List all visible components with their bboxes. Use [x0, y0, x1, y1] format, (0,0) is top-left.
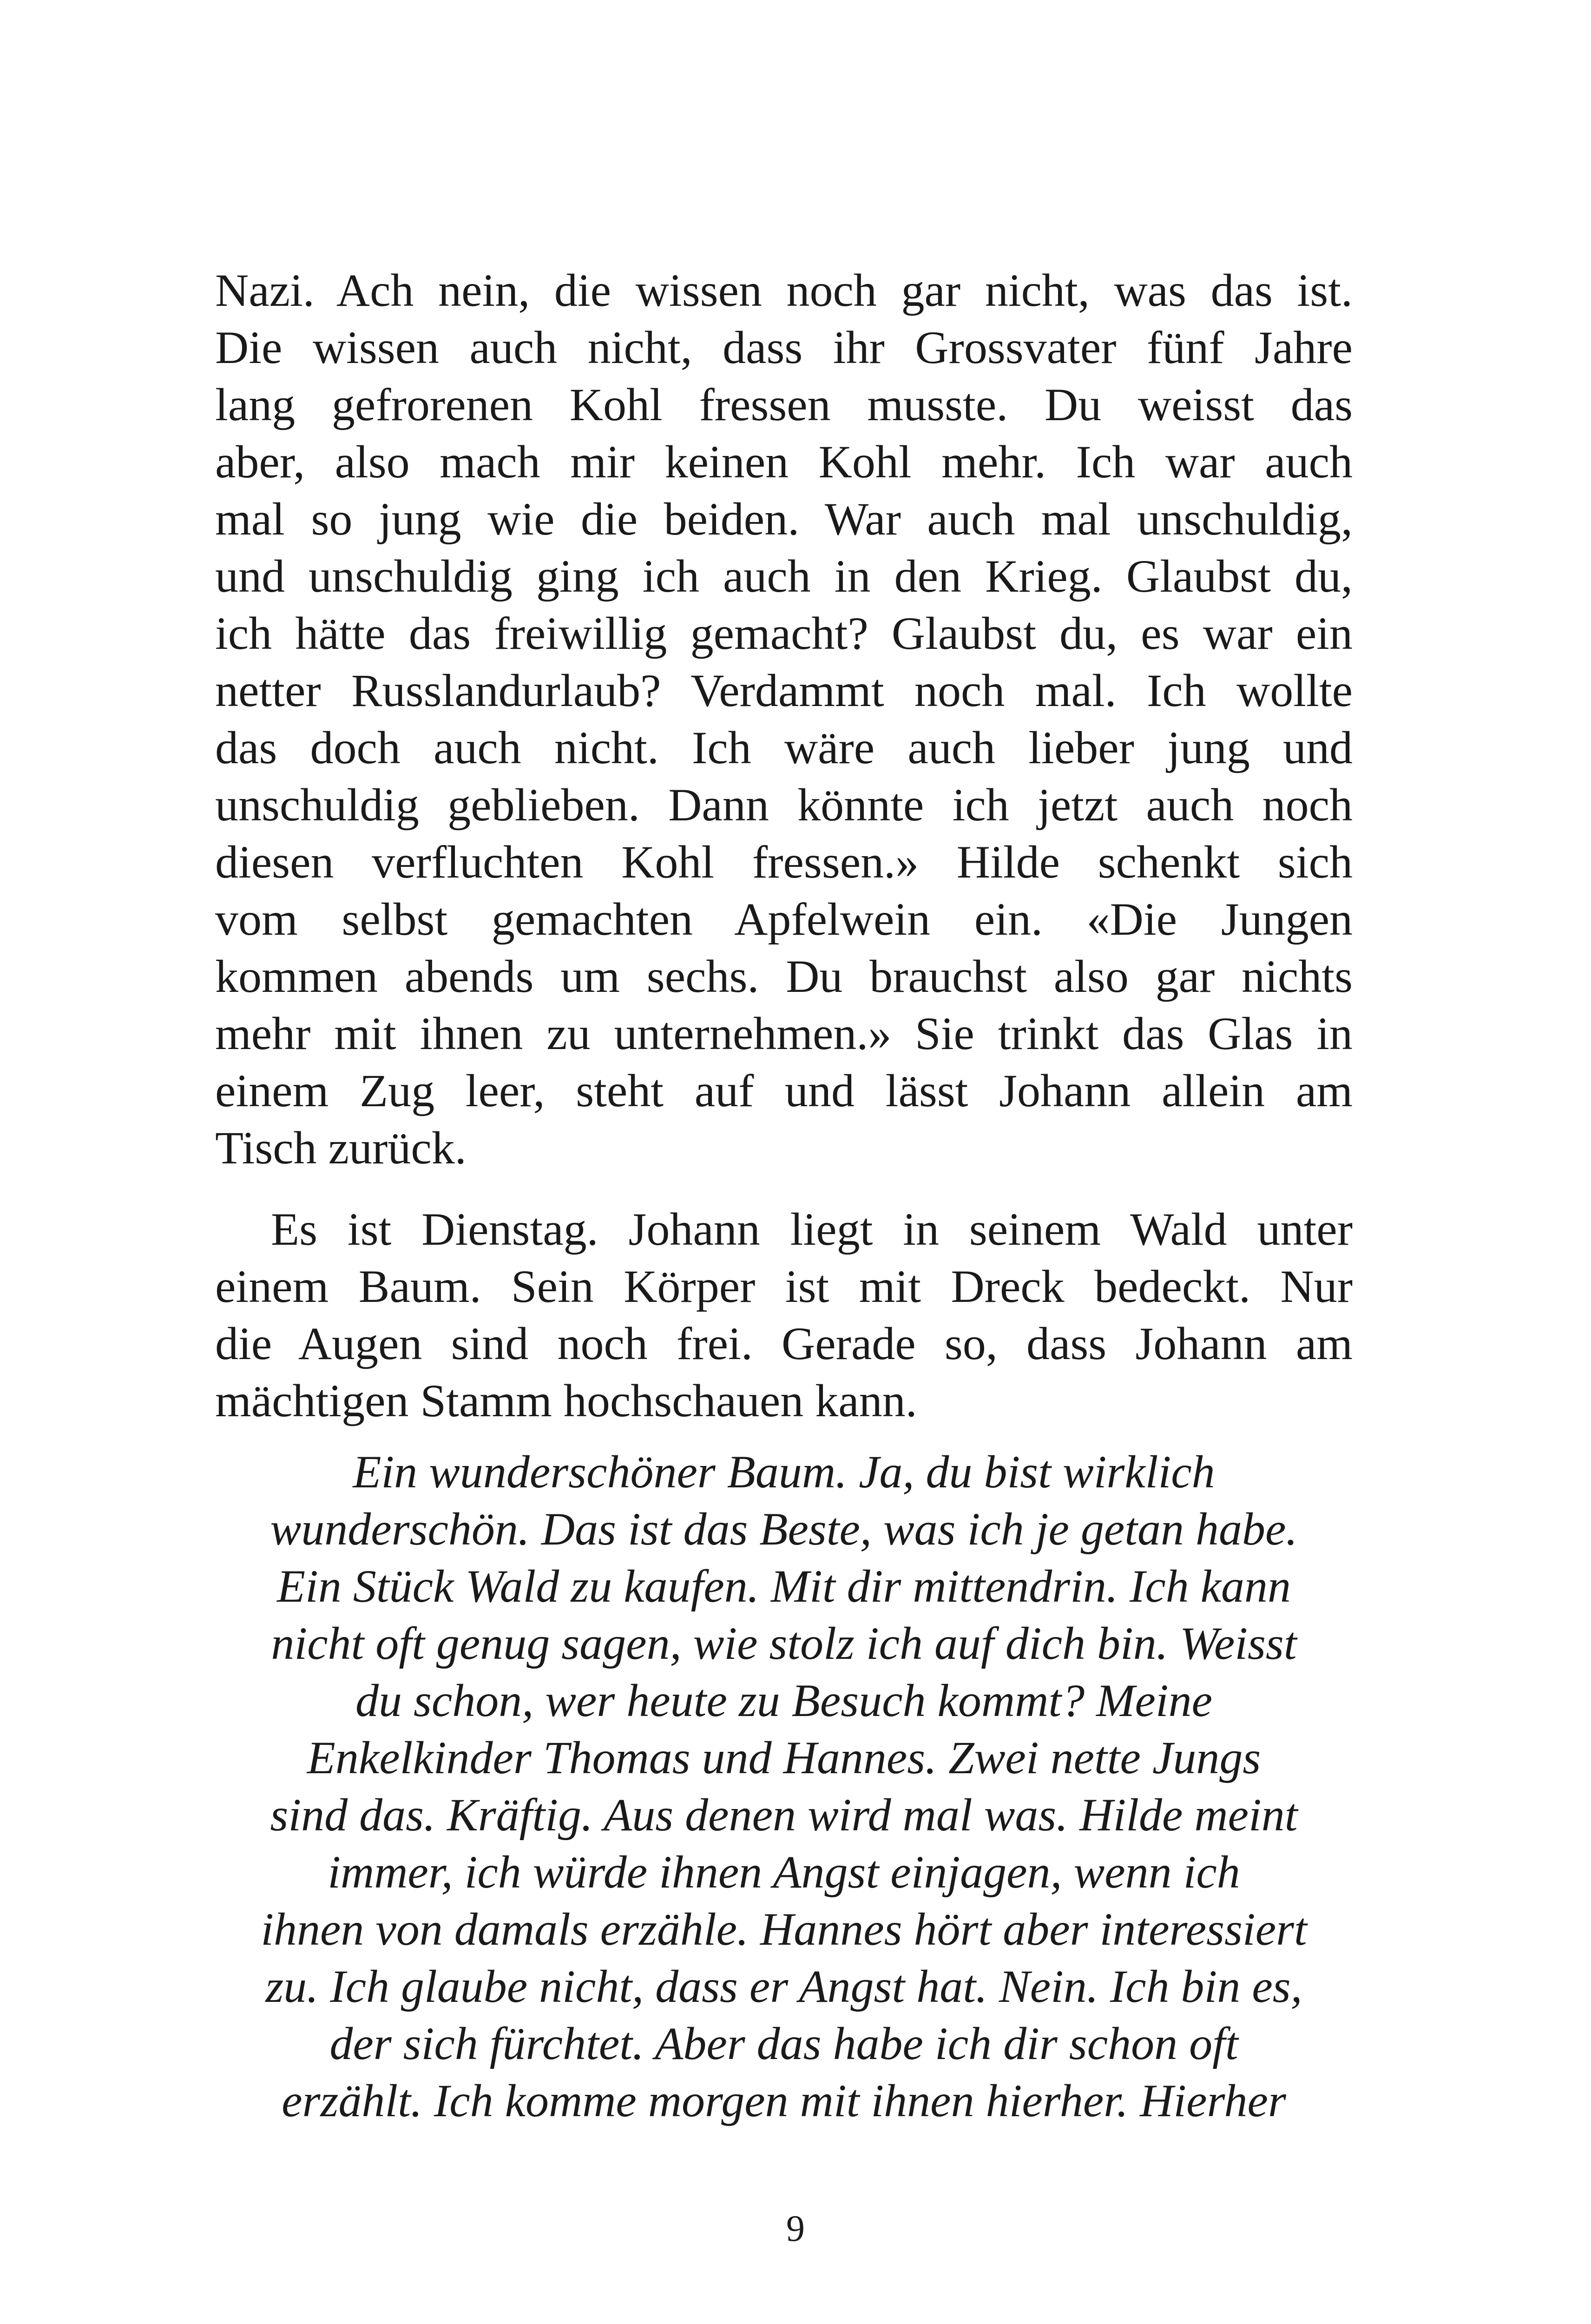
italic-line: erzählt. Ich komme morgen mit ihnen hierher. Hierher	[282, 2075, 1286, 2126]
italic-line: wunderschön. Das ist das Beste, was ich je getan habe.	[270, 1503, 1298, 1555]
italic-line: sind das. Kräftig. Aus denen wird mal was. Hilde meint	[270, 1789, 1298, 1841]
text-line: Die wissen auch nicht, dass ihr Grossvater fünf Jahre	[215, 322, 1353, 373]
text-line: Tisch zurück.	[215, 1122, 467, 1174]
italic-line: Ein wunderschöner Baum. Ja, du bist wirklich	[353, 1446, 1215, 1498]
italic-passage	[215, 1443, 1353, 2129]
text-line: Es ist Dienstag. Johann liegt in seinem Wald unter	[271, 1203, 1353, 1255]
italic-line: immer, ich würde ihnen Angst einjagen, wenn ich	[328, 1846, 1240, 1898]
text-line: netter Russlandurlaub? Verdammt noch mal. Ich wollte	[215, 665, 1353, 716]
text-line: vom selbst gemachten Apfelwein ein. «Die Jungen	[215, 893, 1353, 945]
italic-line: Enkelkinder Thomas und Hannes. Zwei nette Jungs	[307, 1732, 1261, 1783]
italic-line: Ein Stück Wald zu kaufen. Mit dir mittendrin. Ich kann	[276, 1560, 1291, 1612]
text-line: das doch auch nicht. Ich wäre auch lieber jung und	[215, 722, 1353, 773]
italic-line: ihnen von damals erzähle. Hannes hört aber interessiert	[261, 1903, 1307, 1955]
text-line: unschuldig geblieben. Dann könnte ich jetzt auch noch	[215, 779, 1353, 831]
text-line: Nazi. Ach nein, die wissen noch gar nicht, was das ist.	[215, 264, 1353, 316]
text-line: lang gefrorenen Kohl fressen musste. Du weisst das	[215, 379, 1353, 430]
text-line: mächtigen Stamm hochschauen kann.	[215, 1375, 917, 1426]
italic-line: du schon, wer heute zu Besuch kommt? Meine	[355, 1675, 1212, 1726]
text-line: und unschuldig ging ich auch in den Krieg. Glaubst du,	[215, 550, 1353, 602]
paragraph-1	[215, 262, 1353, 1176]
text-line: mal so jung wie die beiden. War auch mal unschuldig,	[215, 493, 1353, 545]
italic-line: der sich fürchtet. Aber das habe ich dir schon oft	[329, 2018, 1238, 2069]
text-line: kommen abends um sechs. Du brauchst also gar nichts	[215, 951, 1353, 1002]
page-number: 9	[786, 2208, 805, 2249]
italic-line: nicht oft genug sagen, wie stolz ich auf dich bin. Weisst	[271, 1618, 1297, 1669]
paragraph-2	[215, 1201, 1353, 1429]
text-line: ich hätte das freiwillig gemacht? Glaubst du, es war ein	[215, 607, 1353, 659]
text-line: einem Zug leer, steht auf und lässt Johann allein am	[215, 1065, 1353, 1116]
text-line: die Augen sind noch frei. Gerade so, dass Johann am	[215, 1318, 1353, 1369]
italic-line: zu. Ich glaube nicht, dass er Angst hat. Nein. Ich bin es,	[265, 1961, 1302, 2012]
text-line: einem Baum. Sein Körper ist mit Dreck bedeckt. Nur	[215, 1261, 1353, 1312]
text-line: diesen verfluchten Kohl fressen.» Hilde schenkt sich	[215, 836, 1353, 888]
text-line: mehr mit ihnen zu unternehmen.» Sie trinkt das Glas in	[215, 1008, 1353, 1059]
text-line: aber, also mach mir keinen Kohl mehr. Ich war auch	[215, 436, 1353, 488]
